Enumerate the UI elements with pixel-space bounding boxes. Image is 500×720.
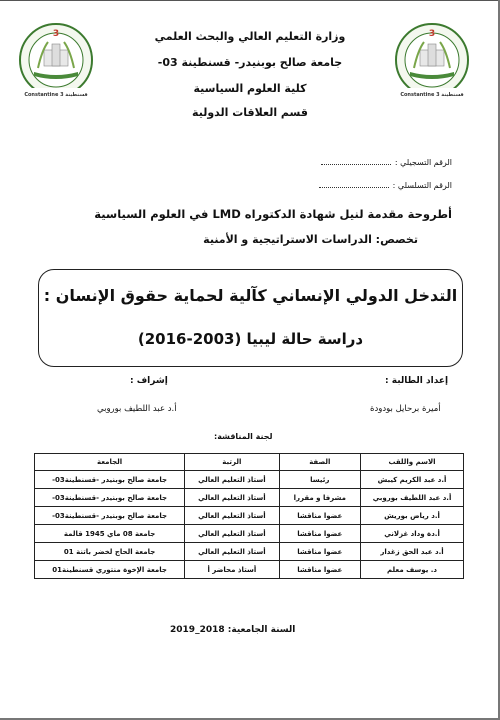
table-row	[35, 525, 464, 543]
member-role: عضوا مناقشا	[279, 507, 361, 525]
thesis-title: التدخل الدولي الإنساني كآلية لحماية حقوق الإنسان :	[43, 286, 458, 305]
university-seal-icon	[390, 20, 474, 104]
column-header-rank: الرتبة	[185, 454, 279, 471]
table-row	[35, 561, 464, 579]
academic-year: السنة الجامعية: 2018_2019	[170, 625, 296, 635]
dotted-fill	[319, 187, 389, 188]
column-header-role: الصفة	[279, 454, 361, 471]
member-role: رئيسا	[279, 471, 361, 489]
member-rank: أستاذ التعليم العالي	[185, 489, 279, 507]
university-logo-left	[14, 20, 98, 104]
svg-text:Constantine 3 قسنطينة: Constantine 3 قسنطينة	[24, 92, 88, 98]
university-logo-right	[390, 20, 474, 104]
member-role: عضوا مناقشا	[279, 561, 361, 579]
member-university: جامعة صالح بوبنيدر -قسنطينة03-	[35, 489, 185, 507]
member-role: عضوا مناقشا	[279, 525, 361, 543]
member-name: أ.دة وداد غزلاني	[361, 525, 464, 543]
member-name: أ.د رياض بوريش	[361, 507, 464, 525]
table-row	[35, 471, 464, 489]
member-university: جامعة الحاج لخضر باتنة 01	[35, 543, 185, 561]
column-header-university: الجامعة	[35, 454, 185, 471]
supervisor-name: أ.د عبد اللطيف بوروبي	[97, 404, 177, 414]
student-name: أميرة برحايل بودودة	[370, 404, 441, 414]
member-name: أ.د عبد الحق زغدار	[361, 543, 464, 561]
member-rank: أستاذ التعليم العالي	[185, 471, 279, 489]
committee-label: لجنة المناقشة:	[214, 432, 273, 441]
table-row	[35, 489, 464, 507]
member-rank: أستاذ التعليم العالي	[185, 543, 279, 561]
registration-number-line	[321, 158, 452, 167]
page-edge-right	[495, 0, 500, 720]
university-seal-icon	[14, 20, 98, 104]
table-header-row	[35, 454, 464, 471]
table-row	[35, 507, 464, 525]
page-edge-top	[0, 0, 500, 4]
serial-number-label: الرقم التسلسلي :	[392, 181, 452, 190]
ministry-name: وزارة التعليم العالي والبحث العلمي	[154, 30, 346, 43]
prepared-by-label: إعداد الطالبة :	[385, 376, 449, 386]
member-rank: أستاذ التعليم العالي	[185, 507, 279, 525]
dotted-fill	[321, 164, 391, 165]
member-name: د. يوسف معلم	[361, 561, 464, 579]
table-row	[35, 543, 464, 561]
member-role: عضوا مناقشا	[279, 543, 361, 561]
svg-text:Constantine 3 قسنطينة: Constantine 3 قسنطينة	[400, 92, 464, 98]
committee-table	[34, 453, 464, 579]
thesis-specialty: تخصص: الدراسات الاستراتيجية و الأمنية	[203, 233, 418, 246]
department-name: قسم العلاقات الدولية	[192, 106, 308, 119]
member-name: أ.د عبد الكريم كيبش	[361, 471, 464, 489]
member-rank: أستاذ التعليم العالي	[185, 525, 279, 543]
member-university: جامعة صالح بوبنيدر -قسنطينة03-	[35, 471, 185, 489]
member-rank: أستاذ محاضر أ	[185, 561, 279, 579]
registration-number-label: الرقم التسجيلي :	[394, 158, 452, 167]
faculty-name: كلية العلوم السياسية	[193, 82, 307, 95]
svg-text:3: 3	[52, 29, 60, 39]
svg-text:3: 3	[428, 29, 436, 39]
serial-number-line	[319, 181, 452, 190]
member-university: جامعة 08 ماي 1945 قالمة	[35, 525, 185, 543]
supervisor-label: إشراف :	[130, 376, 168, 386]
thesis-title-box	[38, 269, 463, 367]
university-name: جامعة صالح بوبنيدر- قسنطينة 03-	[157, 56, 343, 69]
column-header-name: الاسم واللقب	[361, 454, 464, 471]
member-university: جامعة صالح بوبنيدر -قسنطينة03-	[35, 507, 185, 525]
page-edge-bottom	[0, 715, 500, 720]
thesis-subtitle: دراسة حالة ليبيا (2003-2016)	[137, 330, 364, 348]
member-name: أ.د عبد اللطيف بوروبي	[361, 489, 464, 507]
member-role: مشرفا و مقررا	[279, 489, 361, 507]
thesis-degree: أطروحة مقدمة لنيل شهادة الدكتوراه LMD في العلوم السياسية	[94, 207, 452, 221]
member-university: جامعة الإخوة منتوري قسنطينة01	[35, 561, 185, 579]
